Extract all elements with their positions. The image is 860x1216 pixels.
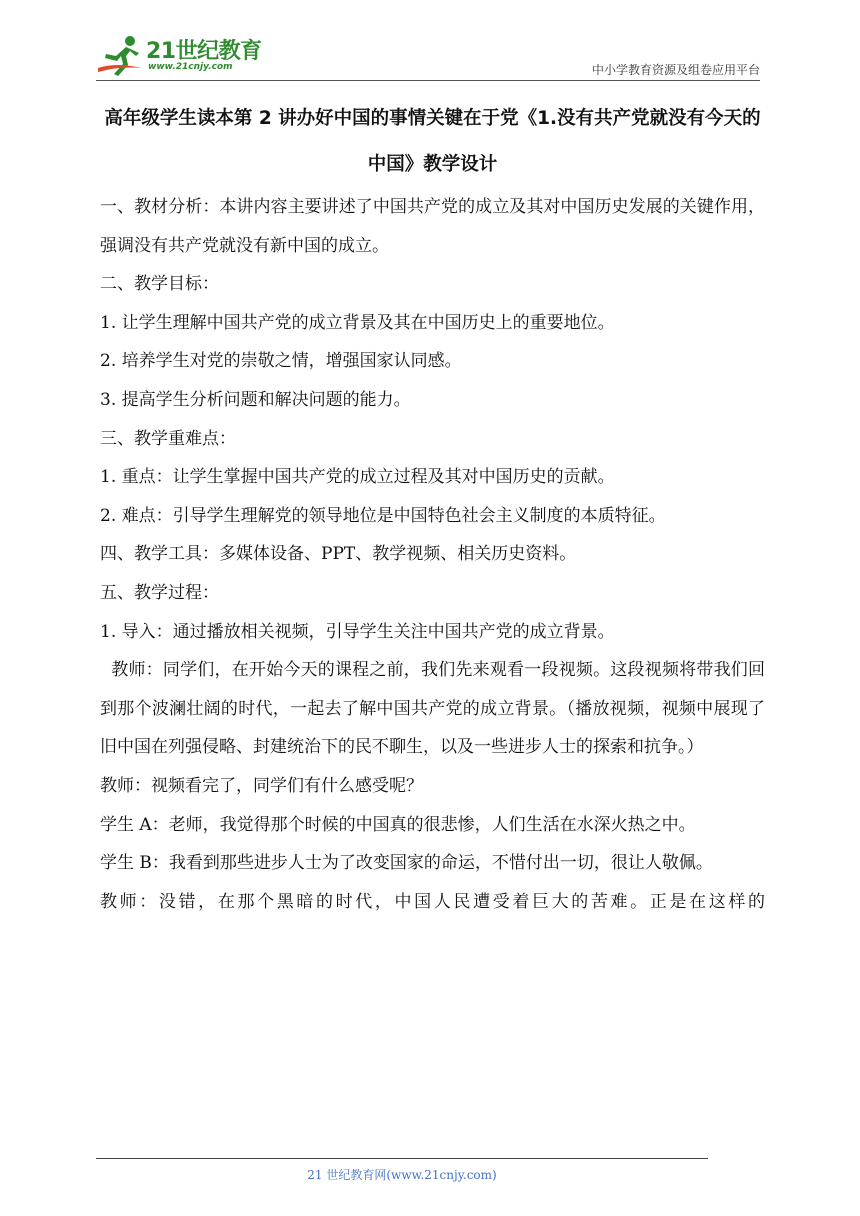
paragraph-introduction: 1. 导入：通过播放相关视频，引导学生关注中国共产党的成立背景。 (100, 621, 615, 642)
paragraph-teacher-reply: 教师：没错，在那个黑暗的时代，中国人民遭受着巨大的苦难。正是在这样的 (100, 891, 765, 912)
logo-url: www.21cnjy.com (148, 62, 233, 72)
paragraph-tools: 四、教学工具：多媒体设备、PPT、教学视频、相关历史资料。 (100, 544, 577, 565)
paragraph-student-a: 学生 A：老师，我觉得那个时候的中国真的很悲惨，人们生活在水深火热之中。 (100, 814, 696, 835)
paragraph-goal-3: 3. 提高学生分析问题和解决问题的能力。 (100, 389, 411, 410)
paragraph-teacher-video: 教师：同学们，在开始今天的课程之前，我们先来观看一段视频。这段视频将带我们回到那个波澜壮阔的时代，一起去了解中国共产党的成立背景。（播放视频，视频中展现了旧中国在列强侵略、封建统治下的民不聊生，以及一些进步人士的探索和抗争。） (100, 660, 766, 758)
paragraph-goals-heading: 二、教学目标： (100, 274, 219, 295)
paragraph-student-b: 学生 B：我看到那些进步人士为了改变国家的命运，不惜付出一切，很让人敬佩。 (100, 853, 713, 874)
platform-name: 中小学教育资源及组卷应用平台 (591, 63, 760, 77)
page-footer: 21 世纪教育网(www.21cnjy.com) (307, 1168, 497, 1182)
paragraph-difficult-point: 2. 难点：引导学生理解党的领导地位是中国特色社会主义制度的本质特征。 (100, 505, 666, 526)
paragraph-process-heading: 五、教学过程： (100, 582, 219, 603)
paragraph-key-point: 1. 重点：让学生掌握中国共产党的成立过程及其对中国历史的贡献。 (100, 467, 615, 488)
paragraph-key-points-heading: 三、教学重难点： (100, 428, 236, 449)
runner-logo-icon (96, 34, 144, 78)
paragraph-goal-1: 1. 让学生理解中国共产党的成立背景及其在中国历史上的重要地位。 (100, 312, 615, 333)
paragraph-textbook-analysis: 一、教材分析：本讲内容主要讲述了中国共产党的成立及其对中国历史发展的关键作用，强调没有共产党就没有新中国的成立。 (100, 197, 765, 256)
document-body (100, 96, 765, 921)
page-header (96, 34, 760, 80)
paragraph-goal-2: 2. 培养学生对党的崇敬之情，增强国家认同感。 (100, 351, 462, 372)
site-logo (96, 34, 296, 80)
footer-divider (96, 1158, 708, 1159)
document-title: 高年级学生读本第 2 讲办好中国的事情关键在于党《1.没有共产党就没有今天的中国》教学设计 (104, 108, 761, 175)
logo-text: 21世纪教育 (146, 39, 262, 64)
paragraph-teacher-question: 教师：视频看完了，同学们有什么感受呢？ (100, 775, 423, 796)
header-divider (96, 80, 760, 81)
